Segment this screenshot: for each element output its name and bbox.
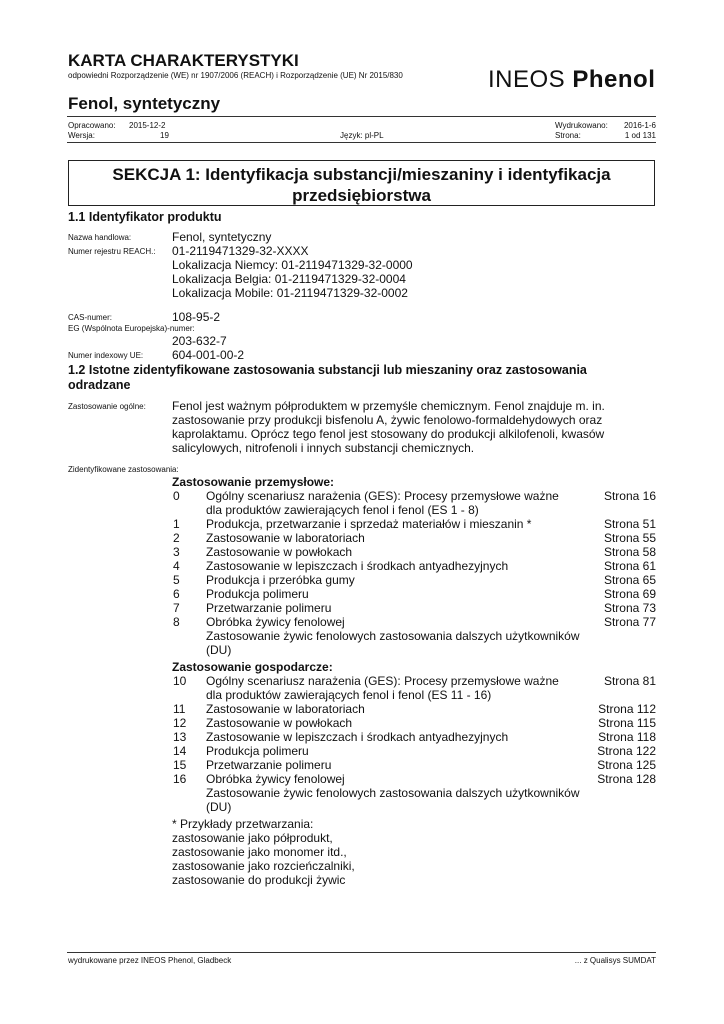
use-text: (DU): [206, 800, 232, 814]
cas-value: 108-95-2: [172, 310, 221, 324]
use-number: 14: [173, 744, 187, 758]
examples-line: zastosowanie jako rozcieńczalniki,: [172, 859, 355, 873]
meta-divider: [67, 142, 656, 143]
use-text: dla produktów zawierających fenol i fenol (ES 11 - 16): [206, 688, 492, 702]
use-page: Strona 69: [603, 587, 656, 601]
use-text: Obróbka żywicy fenolowej: [206, 615, 345, 629]
index-label: Numer indexowy UE:: [68, 351, 144, 360]
section-title-line1: SEKCJA 1: Identyfikacja substancji/mieszaniny i identyfikacja: [112, 165, 611, 184]
use-text: Przetwarzanie polimeru: [206, 758, 332, 772]
examples-line: * Przykłady przetwarzania:: [172, 817, 314, 831]
reach-value-0: 01-2119471329-32-XXXX: [172, 244, 309, 258]
use-number: 5: [173, 573, 180, 587]
regulation-line: odpowiedni Rozporządzenie (WE) nr 1907/2006 (REACH) i Rozporządzenie (UE) Nr 2015/830: [68, 71, 403, 80]
cas-label: CAS-numer:: [68, 313, 113, 322]
use-text: Obróbka żywicy fenolowej: [206, 772, 345, 786]
use-number: 15: [173, 758, 187, 772]
section-1-title-box: [68, 160, 655, 206]
ec-label: EG (Wspólnota Europejska)-numer:: [68, 324, 195, 333]
use-text: Zastosowanie żywic fenolowych zastosowania dalszych użytkowników: [206, 786, 580, 800]
footer-divider: [67, 952, 656, 953]
reach-value-3: Lokalizacja Mobile: 01-2119471329-32-0002: [172, 286, 408, 300]
use-number: 10: [173, 674, 187, 688]
use-text: Zastosowanie w powłokach: [206, 545, 353, 559]
heading-1-1: 1.1 Identyfikator produktu: [68, 210, 222, 224]
use-text: Produkcja polimeru: [206, 587, 309, 601]
use-text: (DU): [206, 643, 232, 657]
footer-left: wydrukowane przez INEOS Phenol, Gladbeck: [68, 956, 232, 965]
trade-name-label: Nazwa handlowa:: [68, 233, 132, 242]
use-text: Produkcja i przeróbka gumy: [206, 573, 355, 587]
use-number: 3: [173, 545, 180, 559]
consumer-uses-heading: Zastosowanie gospodarcze:: [172, 660, 333, 674]
use-text: Ogólny scenariusz narażenia (GES): Procesy przemysłowe ważne: [206, 489, 559, 503]
use-page: Strona 115: [598, 716, 656, 730]
use-page: Strona 122: [597, 744, 656, 758]
use-text: Produkcja, przetwarzanie i sprzedaż materiałów i mieszanin *: [206, 517, 532, 531]
trade-name-value: Fenol, syntetyczny: [172, 230, 272, 244]
use-number: 13: [173, 730, 187, 744]
section-title-line2: przedsiębiorstwa: [292, 186, 431, 205]
product-title: Fenol, syntetyczny: [68, 94, 221, 113]
use-page: Strona 16: [603, 489, 656, 503]
use-page: Strona 61: [603, 559, 656, 573]
general-use-line: kaprolaktamu. Oprócz tego fenol jest stosowany do produkcji alkilofenoli, kwasów: [172, 427, 605, 441]
industrial-uses-heading: Zastosowanie przemysłowe:: [172, 475, 335, 489]
heading-1-2-line2: odradzane: [68, 378, 131, 392]
printed-value: 2016-1-6: [623, 121, 656, 130]
use-text: Ogólny scenariusz narażenia (GES): Procesy przemysłowe ważne: [206, 674, 559, 688]
use-text: Zastosowanie w lepiszczach i środkach antyadhezyjnych: [206, 730, 509, 744]
use-number: 0: [173, 489, 180, 503]
use-page: Strona 81: [603, 674, 656, 688]
use-text: Zastosowanie w lepiszczach i środkach antyadhezyjnych: [206, 559, 509, 573]
logo-phenol: Phenol: [572, 66, 656, 93]
version-value: 19: [160, 131, 169, 140]
use-page: Strona 65: [603, 573, 656, 587]
version-label: Wersja:: [68, 131, 95, 140]
use-number: 7: [173, 601, 180, 615]
language-label: Język: pl-PL: [340, 131, 384, 140]
use-number: 6: [173, 587, 180, 601]
footer-right: ... z Qualisys SUMDAT: [574, 956, 656, 965]
use-page: Strona 118: [598, 730, 656, 744]
use-page: Strona 58: [603, 545, 656, 559]
logo-ineos: INEOS: [488, 66, 566, 93]
use-text: Zastosowanie żywic fenolowych zastosowania dalszych użytkowników: [206, 629, 580, 643]
use-page: Strona 73: [603, 601, 656, 615]
use-page: Strona 55: [603, 531, 656, 545]
page-value: 1 od 131: [624, 131, 656, 140]
use-page: Strona 112: [598, 702, 656, 716]
ec-value: 203-632-7: [172, 334, 227, 348]
use-text: Zastosowanie w laboratoriach: [206, 702, 365, 716]
reach-value-1: Lokalizacja Niemcy: 01-2119471329-32-0000: [172, 258, 413, 272]
company-logo: [488, 66, 655, 94]
general-use-label: Zastosowanie ogólne:: [68, 402, 146, 411]
use-page: Strona 51: [603, 517, 656, 531]
reach-value-2: Lokalizacja Belgia: 01-2119471329-32-0004: [172, 272, 406, 286]
use-page: Strona 125: [597, 758, 656, 772]
use-text: Produkcja polimeru: [206, 744, 309, 758]
use-number: 11: [173, 702, 186, 716]
general-use-line: Fenol jest ważnym półproduktem w przemyśle chemicznym. Fenol znajduje m. in.: [172, 399, 605, 413]
index-value: 604-001-00-2: [172, 348, 245, 362]
use-number: 2: [173, 531, 180, 545]
examples-line: zastosowanie do produkcji żywic: [172, 873, 346, 887]
heading-1-2-line1: 1.2 Istotne zidentyfikowane zastosowania substancji lub mieszaniny oraz zastosowania: [68, 363, 587, 377]
general-use-line: salicylowych, nitrofenoli i innych substancji chemicznych.: [172, 441, 475, 455]
use-text: Przetwarzanie polimeru: [206, 601, 332, 615]
examples-line: zastosowanie jako monomer itd.,: [172, 845, 347, 859]
printed-label: Wydrukowano:: [555, 121, 608, 130]
header-divider: [67, 116, 656, 117]
use-number: 1: [173, 517, 180, 531]
use-text: Zastosowanie w powłokach: [206, 716, 353, 730]
document-title: KARTA CHARAKTERYSTYKI: [68, 51, 299, 70]
prepared-value: 2015-12-2: [129, 121, 166, 130]
examples-line: zastosowanie jako półprodukt,: [172, 831, 333, 845]
prepared-label: Opracowano:: [68, 121, 116, 130]
use-page: Strona 128: [597, 772, 656, 786]
use-number: 12: [173, 716, 187, 730]
identified-uses-label: Zidentyfikowane zastosowania:: [68, 465, 179, 474]
general-use-line: zastosowanie przy produkcji bisfenolu A, żywic fenolowo-formaldehydowych oraz: [172, 413, 603, 427]
use-number: 8: [173, 615, 180, 629]
page-label: Strona:: [555, 131, 581, 140]
use-page: Strona 77: [603, 615, 656, 629]
use-number: 4: [173, 559, 180, 573]
reach-label: Numer rejestru REACH.:: [68, 247, 156, 256]
use-text: Zastosowanie w laboratoriach: [206, 531, 365, 545]
use-number: 16: [173, 772, 187, 786]
use-text: dla produktów zawierających fenol i fenol (ES 1 - 8): [206, 503, 479, 517]
